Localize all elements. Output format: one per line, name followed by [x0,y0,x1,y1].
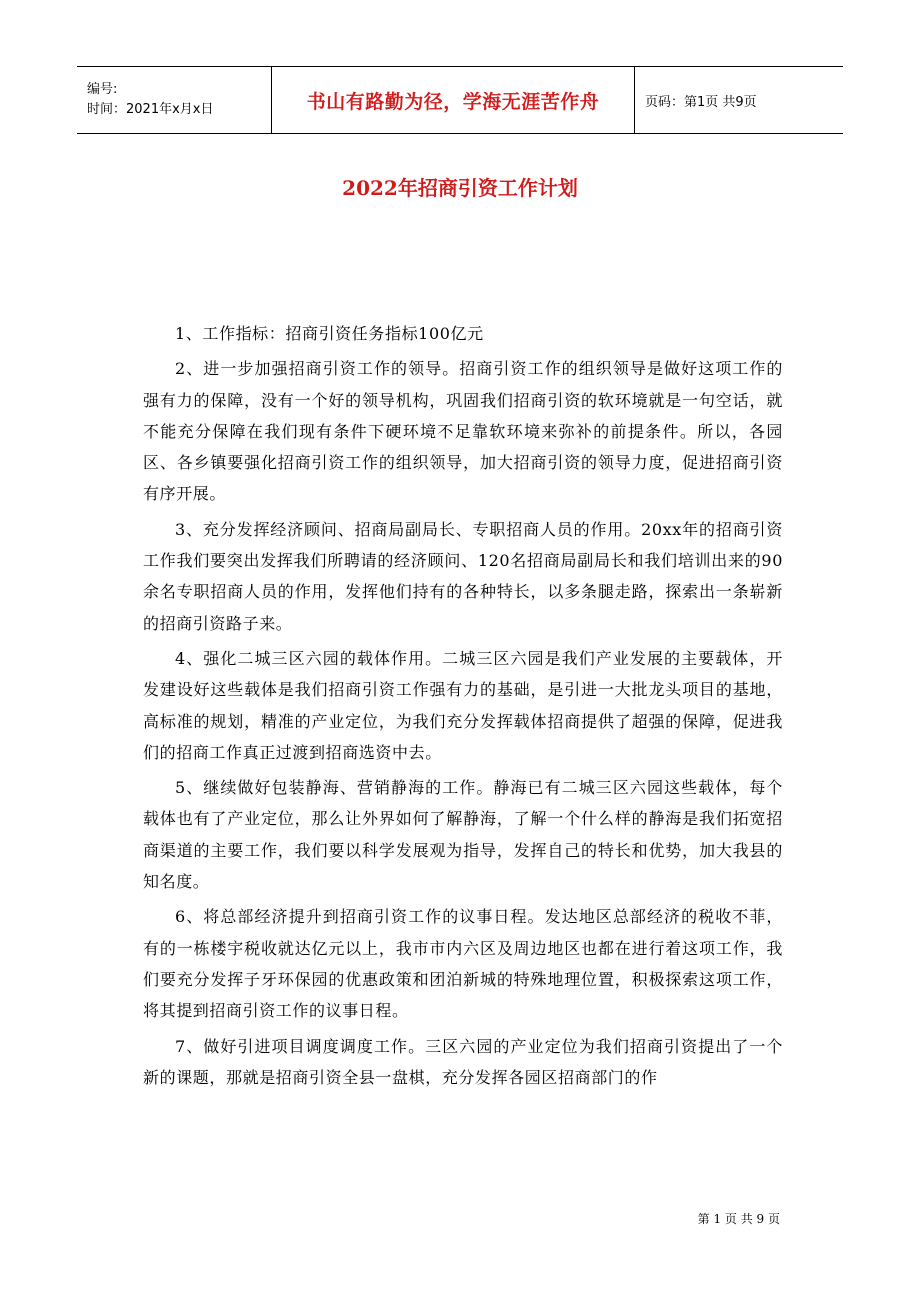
paragraph: 5、继续做好包装静海、营销静海的工作。静海已有二城三区六园这些载体，每个载体也有了产业定位，那么让外界如何了解静海，了解一个什么样的静海是我们拓宽招商渠道的主要工作，我们要以科学发展观为指导，发挥自己的特长和优势，加大我县的知名度。 [143,778,783,892]
header-motto: 书山有路勤为径，学海无涯苦作舟 [272,67,635,133]
page-footer: 第 1 页 共 9 页 [697,1212,780,1226]
paragraph: 6、将总部经济提升到招商引资工作的议事日程。发达地区总部经济的税收不菲，有的一栋楼宇税收就达亿元以上，我市市内六区及周边地区也都在进行着这项工作，我们要充分发挥子牙环保园的优惠政策和团泊新城的特殊地理位置，积极探索这项工作，将其提到招商引资工作的议事日程。 [143,907,783,1021]
paragraph: 1、工作指标：招商引资任务指标100亿元 [175,324,484,343]
document-title: 2022年招商引资工作计划 [342,176,578,200]
paragraph: 3、充分发挥经济顾问、招商局副局长、专职招商人员的作用。20xx年的招商引资工作我们要突出发挥我们所聘请的经济顾问、120名招商局副局长和我们培训出来的90余名专职招商人员的作用，发挥他们持有的各种特长，以多条腿走路，探索出一条崭新的招商引资路子来。 [143,519,783,633]
document-body [143,318,783,1097]
header-page-code: 页码：第1页 共9页 [645,94,757,110]
paragraph: 7、做好引进项目调度调度工作。三区六园的产业定位为我们招商引资提出了一个新的课题，那就是招商引资全县一盘棋，充分发挥各园区招商部门的作 [143,1036,783,1087]
document-header [77,66,843,134]
header-meta [77,67,272,133]
paragraph: 2、进一步加强招商引资工作的领导。招商引资工作的组织领导是做好这项工作的强有力的保障，没有一个好的领导机构，巩固我们招商引资的软环境就是一句空话，就不能充分保障在我们现有条件下硬环境不足靠软环境来弥补的前提条件。所以，各园区、各乡镇要强化招商引资工作的组织领导，加大招商引资的领导力度，促进招商引资有序开展。 [143,359,783,504]
paragraph: 4、强化二城三区六园的载体作用。二城三区六园是我们产业发展的主要载体，开发建设好这些载体是我们招商引资工作强有力的基础，是引进一大批龙头项目的基地，高标准的规划，精准的产业定位，为我们充分发挥载体招商提供了超强的保障，促进我们的招商工作真正过渡到招商选资中去。 [143,648,783,762]
serial-label: 编号: [87,82,118,97]
time-label: 时间：2021年x月x日 [87,102,214,117]
